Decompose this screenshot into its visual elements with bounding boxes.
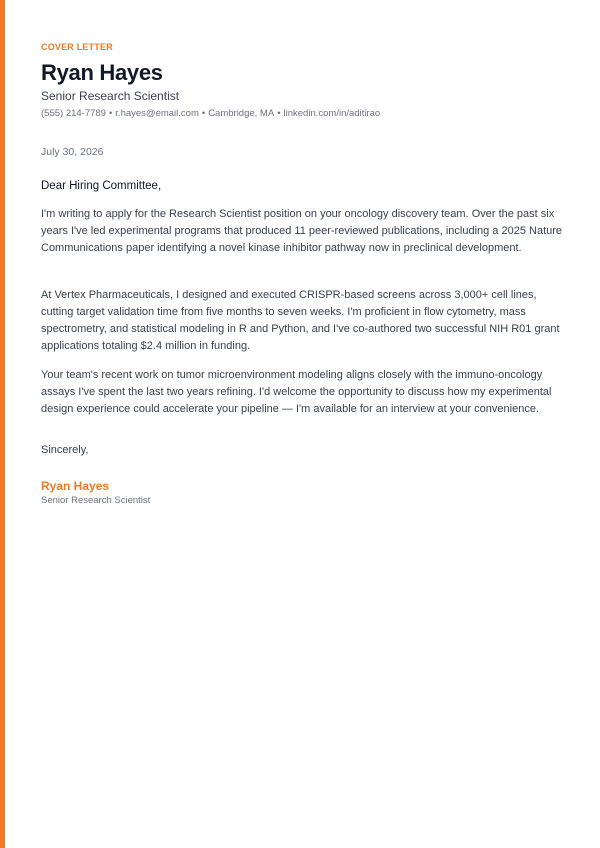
body-paragraph-1: I'm writing to apply for the Research Scientist position on your oncology discovery team. Over the past six years I've led experimental programs that produced 11 peer-reviewed publications, including a 2025 Nature Communications paper identifying a novel kinase inhibitor pathway now in preclinical development. [41,208,563,254]
applicant-name: Ryan Hayes [41,60,163,85]
closing: Sincerely, [41,444,89,456]
contact-line [41,108,380,119]
document-type-label: COVER LETTER [41,42,113,52]
applicant-role: Senior Research Scientist [41,89,180,103]
contact-separator: • [108,108,113,119]
salutation: Dear Hiring Committee, [41,180,162,192]
body-paragraph-3: Your team's recent work on tumor microenvironment modeling aligns closely with the immuno-oncology assays I've spent the last two years refining. I'd welcome the opportunity to discuss how my experimental design experience could accelerate your pipeline — I'm available for an interview at your convenience. [41,369,552,415]
contact-separator: • [201,108,206,119]
contact-linkedin[interactable]: linkedin.com/in/aditirao [283,108,381,119]
signature-title: Senior Research Scientist [41,495,151,506]
letter-date: July 30, 2026 [41,146,104,158]
signature-name: Ryan Hayes [41,479,110,493]
accent-bar [0,0,5,848]
contact-phone: (555) 214-7789 [41,108,106,119]
contact-separator: • [277,108,281,119]
contact-email[interactable]: r.hayes@email.com [115,108,199,119]
body-paragraph-2: At Vertex Pharmaceuticals, I designed and executed CRISPR-based screens across 3,000+ cell lines, cutting target validation time from five months to seven weeks. I'm proficient in flow cytometry, mass spectrometry, and statistical modeling in R and Python, and I've co-authored two successful NIH R01 grant applications totaling $2.4 million in funding. [41,289,560,352]
contact-location: Cambridge, MA [208,108,275,119]
